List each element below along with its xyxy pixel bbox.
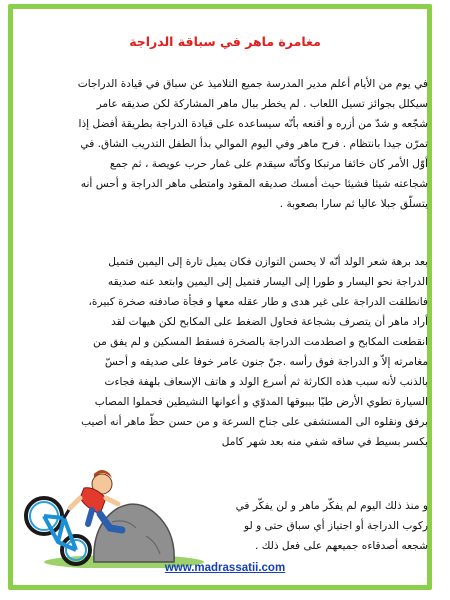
text-line: الدراجة نحو اليسار و طورا إلى اليسار فتميل إلى اليمين وابتعد عنه صديقه xyxy=(107,276,428,288)
text-line: أراد ماهر أن يتصرف بشجاعة فحاول الضغط على المكابح لكن هيهات لقد xyxy=(111,316,428,328)
text-line: يتسلّق جبلا عاليا ثم سارا بصعوبة . xyxy=(279,198,428,210)
text-line: أوّل الأمر كان خائفا مرتبكا وكأنّه سيقدم على غمار حرب عويصة ، ثم جمع xyxy=(109,158,428,170)
text-line: شجعه أصدقاءه جميعهم على فعل ذلك . xyxy=(254,540,428,552)
text-line: انقطعت المكابح و اصطدمت الدراجة بالصخرة فسقط المسكين و لم يفق من xyxy=(93,336,428,348)
paragraph-2 xyxy=(22,252,428,452)
text-line: فانطلقت الدراجة على غير هدى و طار عقله معها و فجأة صادفته صخرة كبيرة، xyxy=(88,296,428,308)
boy-falling-off-bicycle-icon xyxy=(14,458,204,568)
text-line: بكسر بسيط في ساقه شفي منه بعد شهر كامل xyxy=(221,436,428,448)
website-link[interactable]: www.madrassatii.com xyxy=(164,562,286,574)
text-line: شجاعته شيئا فشيئا حيث أمسك صديقه المقود وامتطى ماهر الدراجة و أحس أنه xyxy=(80,178,428,190)
story-title: مغامرة ماهر في سباقة الدراجة xyxy=(129,34,321,49)
text-line: في يوم من الأيام أعلم مدير المدرسة جميع التلاميذ عن سباق في قيادة الدراجات xyxy=(77,78,428,90)
text-line: و منذ ذلك اليوم لم يفكّر ماهر و لن يفكّر في xyxy=(235,500,428,512)
text-line: مغامرته إلاّ و الدراجة فوق رأسه .جنّ جنون عامر خوفا على صديقه و أحسّ xyxy=(104,356,428,368)
paragraph-1 xyxy=(22,74,428,214)
text-line: شجّعه و شدّ من أزره و أقنعه بأنّه سيساعده على قيادة الدراجة بطريقة أفضل إذا xyxy=(78,118,428,130)
text-line: بعد برهة شعر الولد أنّه لا يحسن التوازن فكان يميل تارة إلى اليمين فتميل xyxy=(108,256,428,268)
text-line: برفق ونقلوه الى المستشفى على جناح السرعة و من حسن حظّ ماهر أنه أصيب xyxy=(81,416,428,428)
rock-icon xyxy=(94,504,174,562)
text-line: ركوب الدراجة أو اجتياز أي سباق حتى و لو xyxy=(244,520,428,532)
text-line: تمرّن جيدا بانتظام . فرح ماهر وفي اليوم الموالي بدأ الطفل التدريب الشاق. في xyxy=(80,138,428,150)
bicycle-icon xyxy=(26,498,90,564)
text-line: سيكلل بجوائز تسيل اللعاب . لم يخطر ببال ماهر المشاركة لكن صديقه عامر xyxy=(96,98,428,110)
text-line: السيارة تطوي الأرض طيّا بيبوقها المدوّي و أعوانها النشيطين فحملوا المصاب xyxy=(94,396,428,408)
text-line: بالذنب لأنه سبب هذه الكارثة ثم أسرع الولد و هاتف الإسعاف بلهفة فجاءت xyxy=(104,376,428,388)
